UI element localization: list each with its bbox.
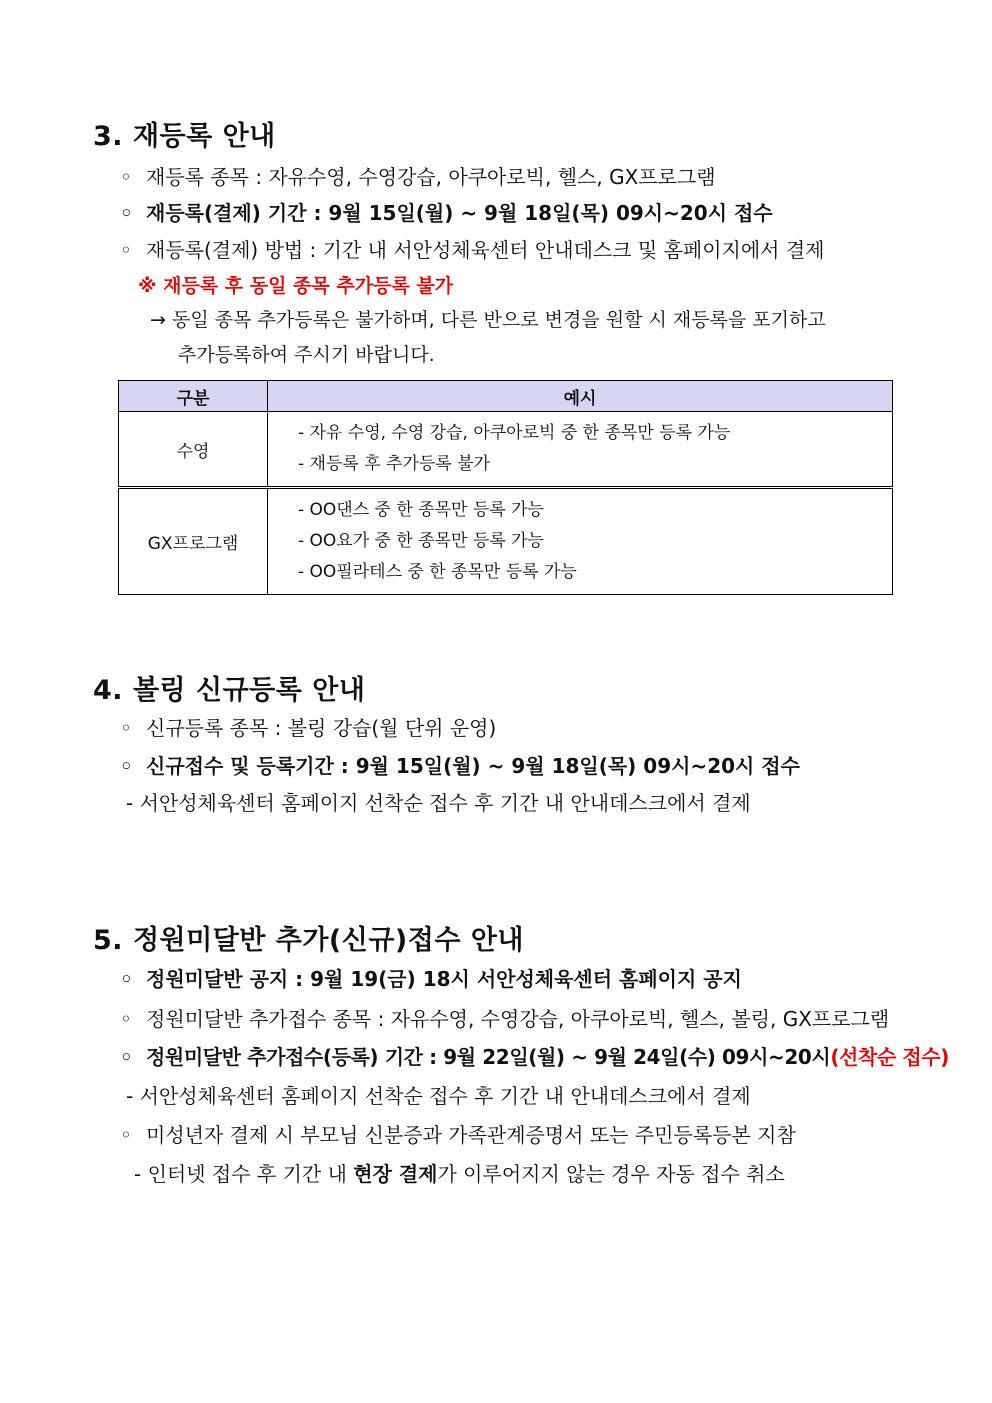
table-header-category: 구분 — [119, 381, 268, 412]
s3-line-2-text: 재등록(결제) 기간 : 9월 15일(월) ~ 9월 18일(목) 09시~20시 접수 — [146, 201, 773, 225]
s3-line-3-text: 재등록(결제) 방법 : 기간 내 서안성체육센터 안내데스크 및 홈페이지에서 결제 — [146, 238, 825, 262]
bullet-icon: ◦ — [120, 201, 133, 225]
section-5-title: 5. 정원미달반 추가(신규)접수 안내 — [93, 925, 524, 956]
registration-example-table — [118, 380, 893, 595]
s3-line-1-text: 재등록 종목 : 자유수영, 수영강습, 아쿠아로빅, 헬스, GX프로그램 — [146, 165, 716, 189]
table-row-examples-gx — [268, 488, 893, 595]
s4-line-2-text: 신규접수 및 등록기간 : 9월 15일(월) ~ 9월 18일(목) 09시~20시 접수 — [146, 754, 800, 778]
s4-line-1-text: 신규등록 종목 : 볼링 강습(월 단위 운영) — [146, 716, 497, 740]
s5-line-1 — [120, 965, 742, 993]
s5-line-6-a: - 인터넷 접수 후 기간 내 — [134, 1162, 354, 1186]
example-line: - 자유 수영, 수영 강습, 아쿠아로빅 중 한 종목만 등록 가능 — [298, 423, 731, 443]
section-3-title: 3. 재등록 안내 — [93, 121, 276, 152]
table-header-example: 예시 — [268, 381, 893, 412]
s5-line-5 — [120, 1121, 796, 1149]
s5-line-3 — [120, 1043, 949, 1071]
s3-line-2 — [120, 199, 773, 227]
section-4-title: 4. 볼링 신규등록 안내 — [93, 675, 366, 706]
s4-line-2 — [120, 752, 800, 780]
s3-arrow-line-2: 추가등록하여 주시기 바랍니다. — [178, 344, 435, 366]
s5-line-2 — [120, 1005, 889, 1033]
bullet-icon: ◦ — [120, 967, 133, 991]
table-row-examples-swim — [268, 412, 893, 488]
s5-line-5-text: 미성년자 결제 시 부모님 신분증과 가족관계증명서 또는 주민등록등본 지참 — [146, 1123, 796, 1147]
bullet-icon: ◦ — [120, 238, 132, 262]
bullet-icon: ◦ — [120, 754, 133, 778]
s5-line-2-text: 정원미달반 추가접수 종목 : 자유수영, 수영강습, 아쿠아로빅, 헬스, 볼링, GX프로그램 — [146, 1007, 890, 1031]
bullet-icon: ◦ — [120, 716, 132, 740]
table-row-label-gx: GX프로그램 — [119, 488, 268, 595]
s4-line-1 — [120, 714, 496, 742]
s3-note: ※ 재등록 후 동일 종목 추가등록 불가 — [138, 275, 454, 297]
s5-line-1-text: 정원미달반 공지 : 9월 19(금) 18시 서안성체육센터 홈페이지 공지 — [146, 967, 742, 991]
bullet-icon: ◦ — [120, 1123, 132, 1147]
table-row-label-swim: 수영 — [119, 412, 268, 488]
s3-line-1 — [120, 163, 716, 191]
bullet-icon: ◦ — [120, 1045, 133, 1069]
bullet-icon: ◦ — [120, 165, 132, 189]
s5-line-6-emphasis: 현장 결제 — [353, 1162, 438, 1186]
example-line: - 재등록 후 추가등록 불가 — [298, 454, 490, 474]
table-row — [119, 488, 893, 595]
s5-line-6 — [134, 1160, 785, 1188]
s5-line-3-text: 정원미달반 추가접수(등록) 기간 : 9월 22일(월) ~ 9월 24일(수) 09시~20시 — [146, 1045, 831, 1069]
table-header-row — [119, 381, 893, 412]
example-line: - OO필라테스 중 한 종목만 등록 가능 — [298, 562, 577, 582]
example-line: - OO요가 중 한 종목만 등록 가능 — [298, 531, 544, 551]
example-line: - OO댄스 중 한 종목만 등록 가능 — [298, 500, 544, 520]
s5-line-4: - 서안성체육센터 홈페이지 선착순 접수 후 기간 내 안내데스크에서 결제 — [126, 1084, 751, 1108]
s5-line-6-c: 가 이루어지지 않는 경우 자동 접수 취소 — [437, 1162, 785, 1186]
s3-line-3 — [120, 236, 824, 264]
s3-arrow-line-1: → 동일 종목 추가등록은 불가하며, 다른 반으로 변경을 원할 시 재등록을 포기하고 — [150, 309, 826, 331]
s4-line-3: - 서안성체육센터 홈페이지 선착순 접수 후 기간 내 안내데스크에서 결제 — [126, 791, 751, 815]
s5-first-come-note: (선착순 접수) — [830, 1045, 949, 1069]
table-row — [119, 412, 893, 488]
bullet-icon: ◦ — [120, 1007, 132, 1031]
